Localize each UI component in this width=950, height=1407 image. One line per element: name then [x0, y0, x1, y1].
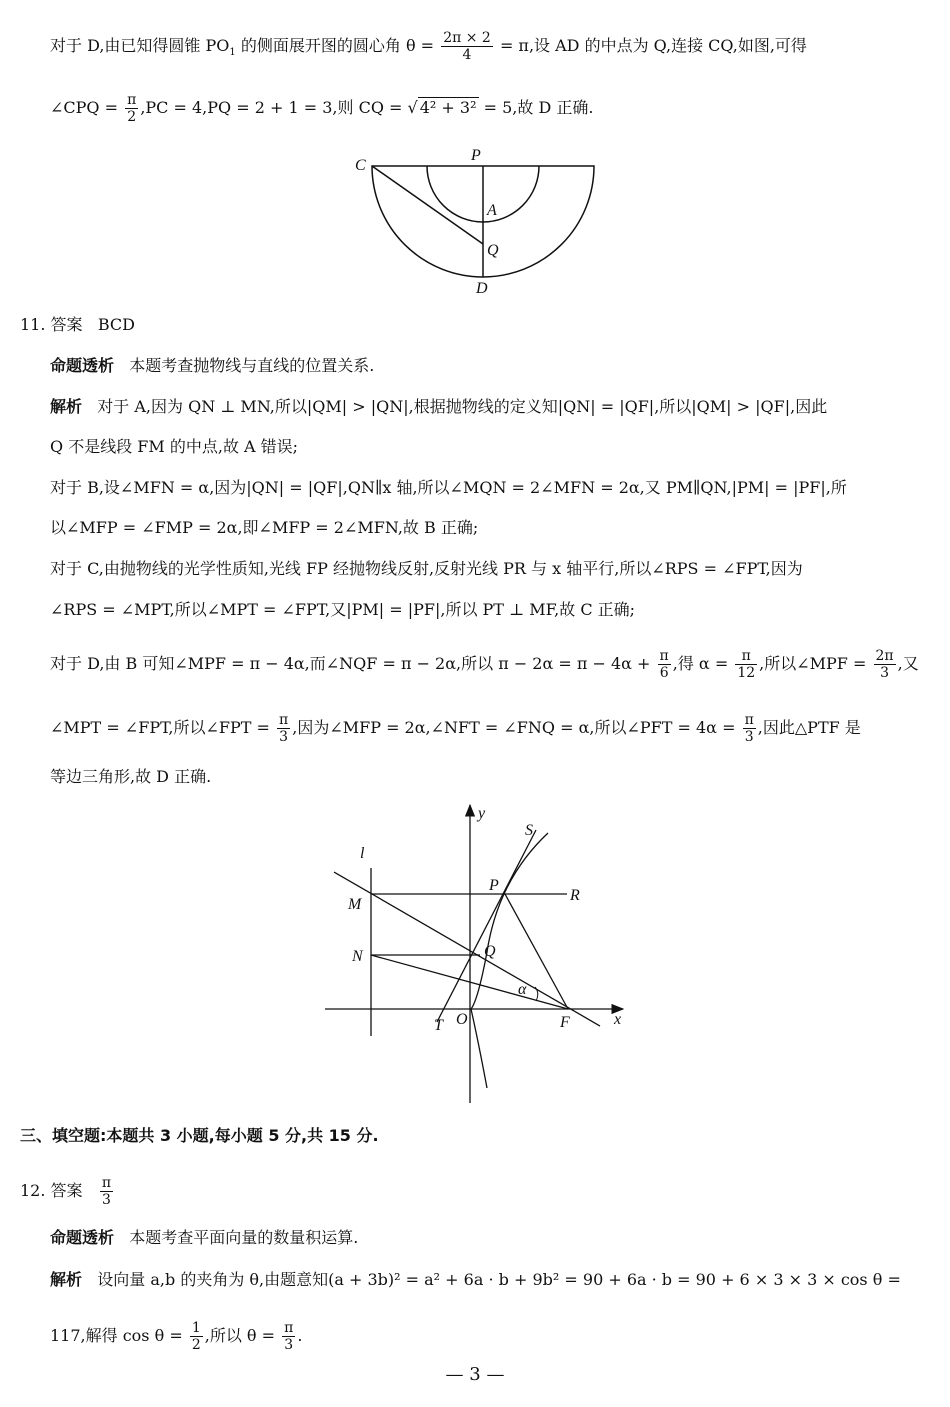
q11-c-line-1: 对于 C,由抛物线的光学性质知,光线 FP 经抛物线反射,反射光线 PR 与 x 轴平行,所以∠RPS = ∠FPT,因为: [50, 559, 803, 578]
label-y: y: [478, 805, 486, 822]
q11-d-line-1: 对于 D,由 B 可知∠MPF = π − 4α,而∠NQF = π − 2α,所以 π − 2α = π − 4α + $\frac{\pi}{6}$ ,得 α = $\frac{\pi}{12}$ ,所以∠MPF = $\frac{2\pi}{3}$ ,又: [50, 648, 919, 681]
fraction: $\frac{\pi}{3}$: [101, 1175, 112, 1208]
q11-c-line-2: ∠RPS = ∠MPT,所以∠MPT = ∠FPT,又|PM| = |PF|,所以 PT ⊥ MF,故 C 正确;: [50, 600, 636, 619]
label-l: l: [360, 845, 365, 862]
label-p: P: [489, 877, 499, 894]
d-line-1: 对于 D,由已知得圆锥 $PO_1$ 的侧面展开图的圆心角 θ = $\frac{2\pi \times 2}{4}$ = π,设 AD 的中点为 Q,连接 CQ,如图,可得: [50, 30, 807, 63]
label-s: S: [525, 822, 533, 839]
fraction: $\frac{\pi}{3}$: [744, 712, 754, 745]
label-n: N: [352, 948, 363, 965]
label-d: D: [476, 280, 488, 297]
q11-intent: 命题透析 本题考查抛物线与直线的位置关系.: [50, 356, 375, 375]
fraction: $\frac{\pi}{3}$: [279, 712, 289, 745]
figure-parabola: [320, 800, 640, 1110]
fraction: $\frac{\pi}{3}$: [284, 1320, 294, 1353]
label-q: Q: [484, 943, 496, 960]
label-x: x: [614, 1011, 622, 1028]
q11-a-line-2: Q 不是线段 FM 的中点,故 A 错误;: [50, 437, 299, 456]
label-alpha: α: [518, 981, 527, 998]
label-m: M: [348, 896, 362, 913]
q11-d-line-2: ∠MPT = ∠FPT,所以∠FPT = $\frac{\pi}{3}$ ,因为∠MFP = 2α,∠NFT = ∠FNQ = α,所以∠PFT = 4α = $\frac{\pi}{3}$ ,因此△PTF 是: [50, 712, 861, 745]
label-f: F: [560, 1014, 570, 1031]
q11-b-line-1: 对于 B,设∠MFN = α,因为|QN| = |QF|,QN∥x 轴,所以∠MQN = 2∠MFN = 2α,又 PM∥QN,|PM| = |PF|,所: [50, 478, 847, 497]
q12-intent: 命题透析 本题考查平面向量的数量积运算.: [50, 1228, 359, 1247]
line-pf: [505, 894, 568, 1009]
q12-line-2: 117,解得 cos θ = $\frac{1}{2}$ ,所以 θ = $\frac{\pi}{3}$ .: [50, 1320, 303, 1353]
q11-d-line-3: 等边三角形,故 D 正确.: [50, 767, 212, 786]
fraction: $\frac{\pi}{2}$: [127, 92, 137, 125]
page-number: — 3 —: [445, 1364, 505, 1385]
fraction: $\frac{2\pi}{3}$: [875, 648, 894, 681]
label-o: O: [456, 1011, 468, 1028]
fraction: $\frac{1}{2}$: [191, 1320, 201, 1353]
q11-a-line-1: 解析 对于 A,因为 QN ⊥ MN,所以|QM| > |QN|,根据抛物线的定义知|QN| = |QF|,所以|QM| > |QF|,因此: [50, 397, 828, 416]
label-r: R: [570, 887, 580, 904]
label-p: P: [471, 147, 481, 164]
fraction: $\frac{2\pi \times 2}{4}$: [443, 30, 491, 63]
q11-b-line-2: 以∠MFP = ∠FMP = 2α,即∠MFP = 2∠MFN,故 B 正确;: [50, 518, 479, 537]
fraction: $\frac{\pi}{12}$: [737, 648, 756, 681]
label-c: C: [355, 157, 366, 174]
q11-answer: 11. 答案 BCD: [20, 315, 135, 334]
label-a: A: [487, 202, 497, 219]
label-q: Q: [487, 242, 499, 259]
d-line-2: ∠CPQ = $\frac{\pi}{2}$ ,PC = 4,PQ = 2 + 1 = 3,则 CQ = √ 4² + 3² = 5,故 D 正确.: [50, 92, 594, 125]
label-t: T: [434, 1017, 443, 1034]
figure-cone-development: [340, 140, 620, 300]
section-3-heading: 三、填空题:本题共 3 小题,每小题 5 分,共 15 分.: [20, 1126, 379, 1145]
parabola-curve: [471, 833, 548, 1088]
q12-line-1: 解析 设向量 a,b 的夹角为 θ,由题意知(a + 3b)² = a² + 6a · b + 9b² = 90 + 6a · b = 90 + 6 × 3 × 3 × cos θ =: [50, 1270, 901, 1289]
line-mf: [334, 872, 600, 1026]
q12-answer: 12. 答案 $\frac{\pi}{3}$: [20, 1175, 112, 1208]
fraction: $\frac{\pi}{6}$: [659, 648, 669, 681]
sqrt-expression: 4² + 3²: [419, 98, 477, 117]
